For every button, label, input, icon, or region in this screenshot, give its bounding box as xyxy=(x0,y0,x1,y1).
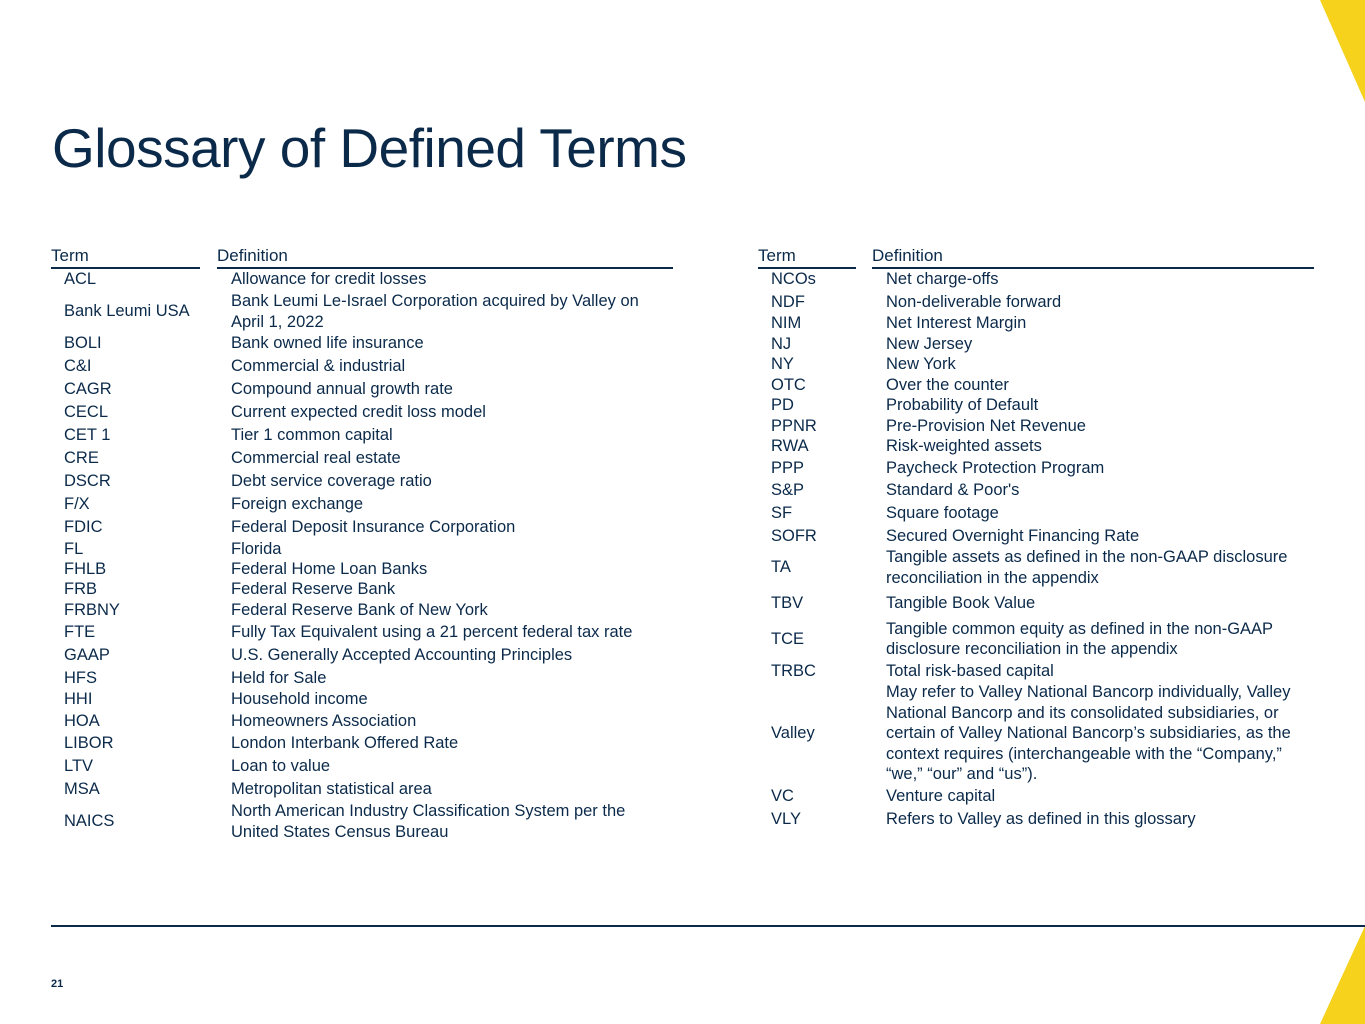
glossary-row xyxy=(51,621,673,644)
glossary-term: TRBC xyxy=(771,661,816,680)
definition-column-header: Definition xyxy=(217,244,673,269)
glossary-term: FTE xyxy=(64,623,96,642)
glossary-row xyxy=(51,732,673,755)
definition-column-header: Definition xyxy=(872,244,1314,269)
glossary-definition: New York xyxy=(886,355,956,374)
glossary-definition: Loan to value xyxy=(231,757,331,776)
glossary-definition: Standard & Poor's xyxy=(886,481,1020,500)
glossary-row xyxy=(758,313,1314,334)
glossary-definition: Held for Sale xyxy=(231,668,327,687)
glossary-term: PPP xyxy=(771,458,805,477)
glossary-definition: Tangible Book Value xyxy=(886,593,1036,612)
glossary-definition: North American Industry Classification System per the United States Census Bureau xyxy=(231,802,626,841)
table-header xyxy=(51,244,673,268)
glossary-definition: Probability of Default xyxy=(886,396,1039,415)
glossary-row xyxy=(51,599,673,621)
glossary-definition: Over the counter xyxy=(886,375,1009,394)
glossary-term: HOA xyxy=(64,711,100,730)
glossary-term: CAGR xyxy=(64,380,112,399)
glossary-term: ACL xyxy=(64,270,97,289)
glossary-definition: Secured Overnight Financing Rate xyxy=(886,526,1140,545)
glossary-term: NY xyxy=(771,355,794,374)
glossary-term: Valley xyxy=(771,724,815,743)
glossary-table-left xyxy=(51,244,673,842)
glossary-definition: Allowance for credit losses xyxy=(231,270,427,289)
glossary-row xyxy=(758,457,1314,479)
glossary-term: TA xyxy=(771,558,791,577)
glossary-definition: Bank Leumi Le-Israel Corporation acquired by Valley on April 1, 2022 xyxy=(231,292,639,331)
glossary-definition: U.S. Generally Accepted Accounting Principles xyxy=(231,646,573,665)
glossary-row xyxy=(51,778,673,801)
glossary-row xyxy=(758,785,1314,808)
glossary-row xyxy=(51,559,673,579)
glossary-definition: Homeowners Association xyxy=(231,711,417,730)
glossary-row xyxy=(758,618,1314,660)
glossary-term: C&I xyxy=(64,357,92,376)
glossary-row xyxy=(758,502,1314,525)
glossary-term: BOLI xyxy=(64,334,102,353)
glossary-definition: Tangible common equity as defined in the non-GAAP disclosure reconciliation in the appendix xyxy=(886,619,1273,658)
glossary-definition: Refers to Valley as defined in this glossary xyxy=(886,809,1196,828)
glossary-row xyxy=(758,268,1314,291)
glossary-row xyxy=(758,588,1314,618)
glossary-term: FHLB xyxy=(64,559,107,578)
glossary-row xyxy=(51,268,673,291)
glossary-term: NCOs xyxy=(771,270,816,289)
glossary-definition: Net charge-offs xyxy=(886,270,999,289)
glossary-row xyxy=(51,539,673,559)
glossary-row xyxy=(51,493,673,516)
accent-shape-bottom xyxy=(1320,926,1365,1024)
glossary-definition: Risk-weighted assets xyxy=(886,437,1042,456)
glossary-row xyxy=(758,525,1314,547)
glossary-definition: Total risk-based capital xyxy=(886,661,1054,680)
glossary-definition: May refer to Valley National Bancorp individually, Valley National Bancorp and its consolidated subsidiaries, or certain of Valley National Bancorp’s subsidiaries, as the context requires (interchangeable with the “Company,” “we,” “our” and “us”). xyxy=(886,683,1291,784)
glossary-row xyxy=(758,682,1314,785)
glossary-row xyxy=(51,516,673,539)
glossary-row xyxy=(758,375,1314,395)
glossary-row xyxy=(51,332,673,355)
glossary-definition: Federal Reserve Bank xyxy=(231,579,396,598)
glossary-row xyxy=(758,395,1314,416)
glossary-definition: Current expected credit loss model xyxy=(231,403,486,422)
glossary-term: CET 1 xyxy=(64,426,111,445)
glossary-term: TBV xyxy=(771,593,804,612)
glossary-definition: Commercial real estate xyxy=(231,449,401,468)
footer-rule xyxy=(51,925,1365,927)
glossary-definition: Non-deliverable forward xyxy=(886,292,1062,311)
glossary-row xyxy=(51,378,673,401)
glossary-term: NDF xyxy=(771,292,805,311)
glossary-term: SOFR xyxy=(771,526,817,545)
glossary-definition: Compound annual growth rate xyxy=(231,380,453,399)
glossary-definition: Square footage xyxy=(886,504,999,523)
glossary-term: HHI xyxy=(64,690,93,709)
glossary-row xyxy=(758,291,1314,313)
glossary-term: HFS xyxy=(64,668,97,687)
glossary-row xyxy=(51,291,673,332)
glossary-row xyxy=(758,660,1314,682)
glossary-term: OTC xyxy=(771,375,806,394)
glossary-term: MSA xyxy=(64,780,100,799)
glossary-term: NIM xyxy=(771,314,802,333)
glossary-term: S&P xyxy=(771,481,805,500)
glossary-term: NJ xyxy=(771,334,792,353)
glossary-term: TCE xyxy=(771,629,804,648)
glossary-row xyxy=(51,644,673,667)
glossary-definition: Metropolitan statistical area xyxy=(231,780,432,799)
term-column-header: Term xyxy=(51,244,200,269)
glossary-row xyxy=(758,354,1314,375)
glossary-term: NAICS xyxy=(64,812,115,831)
glossary-row xyxy=(51,470,673,493)
accent-shape-top xyxy=(1320,0,1365,102)
glossary-term: FDIC xyxy=(64,518,103,537)
glossary-row xyxy=(51,401,673,424)
glossary-term: F/X xyxy=(64,495,90,514)
glossary-row xyxy=(51,801,673,842)
glossary-term: FL xyxy=(64,539,84,558)
glossary-definition: Fully Tax Equivalent using a 21 percent federal tax rate xyxy=(231,623,633,642)
glossary-term: RWA xyxy=(771,437,809,456)
glossary-row xyxy=(758,334,1314,354)
glossary-definition: Florida xyxy=(231,539,282,558)
glossary-table-right xyxy=(758,244,1314,830)
glossary-definition: Bank owned life insurance xyxy=(231,334,424,353)
glossary-term: LIBOR xyxy=(64,734,114,753)
glossary-row xyxy=(51,447,673,470)
glossary-row xyxy=(51,667,673,689)
glossary-row xyxy=(758,479,1314,502)
page-title: Glossary of Defined Terms xyxy=(52,117,687,179)
glossary-term: VC xyxy=(771,787,794,806)
glossary-definition: Venture capital xyxy=(886,787,996,806)
glossary-term: CECL xyxy=(64,403,109,422)
glossary-term: VLY xyxy=(771,809,801,828)
glossary-definition: Federal Reserve Bank of New York xyxy=(231,600,488,619)
glossary-row xyxy=(758,416,1314,436)
glossary-definition: New Jersey xyxy=(886,334,973,353)
glossary-row xyxy=(51,710,673,732)
glossary-definition: Pre-Provision Net Revenue xyxy=(886,416,1086,435)
page-number: 21 xyxy=(51,978,64,990)
glossary-definition: Commercial & industrial xyxy=(231,357,406,376)
glossary-term: CRE xyxy=(64,449,99,468)
glossary-definition: Federal Deposit Insurance Corporation xyxy=(231,518,516,537)
glossary-term: PD xyxy=(771,396,794,415)
glossary-definition: Foreign exchange xyxy=(231,495,364,514)
glossary-term: PPNR xyxy=(771,416,817,435)
glossary-definition: Federal Home Loan Banks xyxy=(231,559,428,578)
glossary-definition: Net Interest Margin xyxy=(886,314,1027,333)
glossary-definition: Tangible assets as defined in the non-GAAP disclosure reconciliation in the appendix xyxy=(886,548,1288,587)
glossary-definition: London Interbank Offered Rate xyxy=(231,734,459,753)
glossary-definition: Paycheck Protection Program xyxy=(886,458,1105,477)
glossary-term: GAAP xyxy=(64,646,110,665)
glossary-term: FRB xyxy=(64,579,97,598)
glossary-term: LTV xyxy=(64,757,94,776)
glossary-row xyxy=(51,755,673,778)
glossary-row xyxy=(51,355,673,378)
glossary-term: DSCR xyxy=(64,472,111,491)
glossary-row xyxy=(51,689,673,710)
glossary-term: SF xyxy=(771,504,793,523)
table-header xyxy=(758,244,1314,268)
glossary-row xyxy=(758,808,1314,830)
glossary-row xyxy=(51,424,673,447)
glossary-definition: Tier 1 common capital xyxy=(231,426,393,445)
glossary-term: Bank Leumi USA xyxy=(64,302,190,321)
glossary-row xyxy=(51,579,673,599)
glossary-row xyxy=(758,436,1314,457)
term-column-header: Term xyxy=(758,244,856,269)
glossary-term: FRBNY xyxy=(64,600,120,619)
glossary-definition: Debt service coverage ratio xyxy=(231,472,432,491)
glossary-row xyxy=(758,547,1314,588)
glossary-definition: Household income xyxy=(231,690,368,709)
